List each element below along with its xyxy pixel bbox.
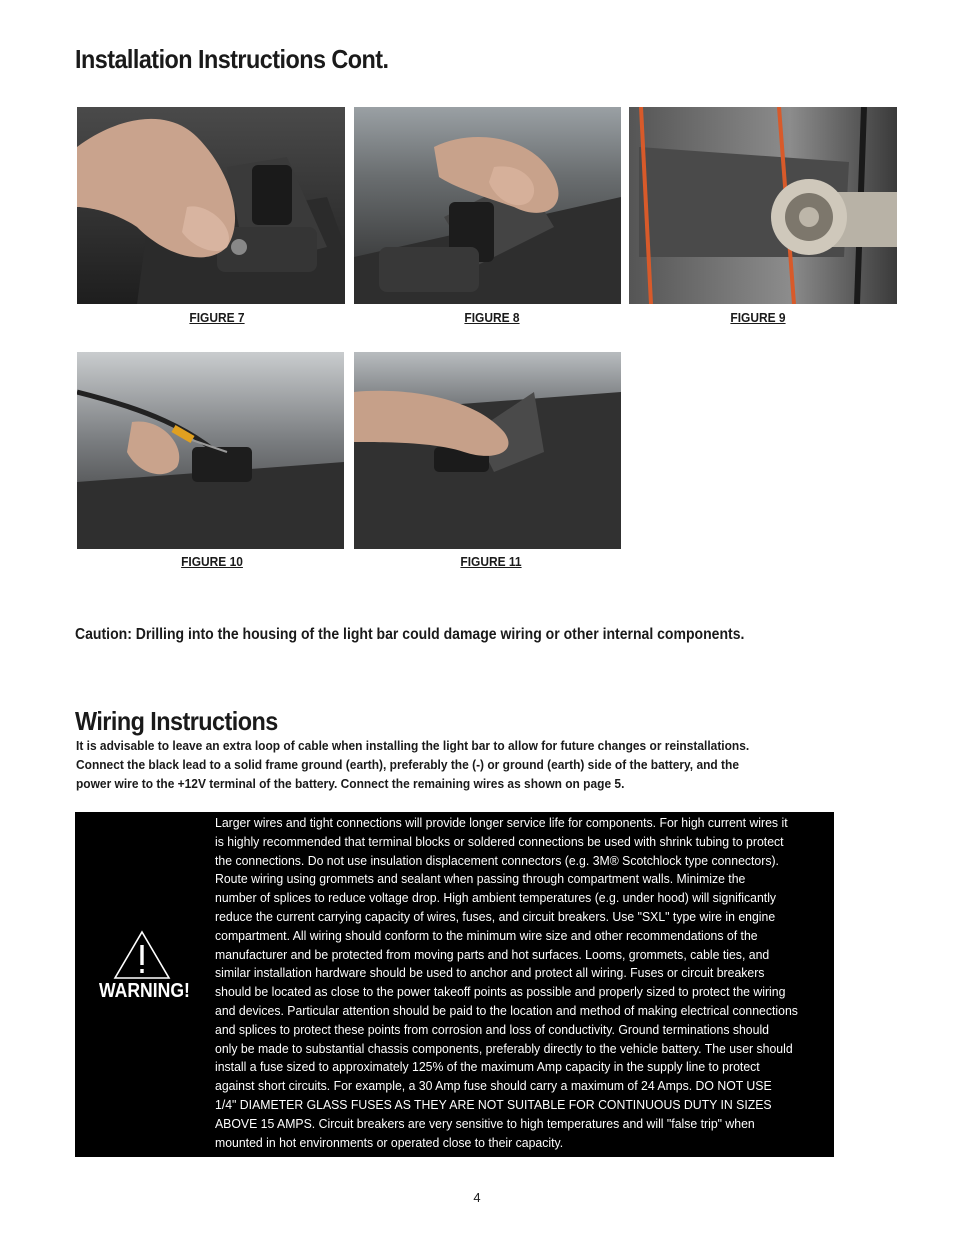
page-number: 4 — [473, 1190, 481, 1205]
warning-line: should be located as close to the power takeoff points as possible and properly sized to protect the wiring — [215, 984, 786, 1000]
figure-9-caption: FIGURE 9 — [730, 310, 786, 325]
wiring-intro-line: power wire to the +12V terminal of the battery. Connect the remaining wires as shown on page 5. — [76, 776, 625, 791]
warning-triangle-icon — [112, 929, 172, 981]
warning-line: only be made to substantial chassis components, preferably directly to the vehicle battery. The user should — [215, 1040, 793, 1056]
figure-8-caption: FIGURE 8 — [464, 310, 520, 325]
warning-line: and splices to protect these points from corrosion and loss of conductivity. Ground terminations should — [215, 1021, 770, 1037]
caution-note: Caution: Drilling into the housing of the light bar could damage wiring or other internal components. — [75, 626, 745, 643]
warning-line: number of splices to reduce voltage drop. High ambient temperatures (e.g. under hood) will significantly — [215, 890, 777, 906]
warning-text — [215, 814, 895, 1152]
figure-11-photo — [354, 352, 621, 549]
figure-7-photo — [77, 107, 345, 304]
page-title: Installation Instructions Cont. — [75, 44, 389, 74]
warning-line: 1/4" DIAMETER GLASS FUSES AS THEY ARE NOT SUITABLE FOR CONTINUOUS DUTY IN SIZES — [215, 1096, 772, 1112]
warning-line: against short circuits. For example, a 30 Amp fuse should carry a maximum of 24 Amps. DO NOT USE — [215, 1078, 772, 1094]
figure-11-caption: FIGURE 11 — [460, 554, 522, 569]
wiring-intro-line: Connect the black lead to a solid frame ground (earth), preferably the (-) or ground (earth) side of the battery, and the — [76, 757, 739, 772]
figure-10-photo — [77, 352, 344, 549]
warning-line: mounted in hot environments or operated close to their capacity. — [215, 1134, 564, 1150]
figure-7-caption: FIGURE 7 — [189, 310, 245, 325]
figure-8-photo — [354, 107, 621, 304]
warning-label: WARNING! — [99, 980, 190, 1002]
warning-line: similar installation hardware should be used to anchor and protect all wiring. Fuses or circuit breakers — [215, 965, 765, 981]
figure-9-photo — [629, 107, 897, 304]
warning-line: compartment. All wiring should conform to the minimum wire size and other recommendations of the — [215, 927, 758, 943]
warning-line: install a fuse sized to approximately 125% of the maximum Amp capacity in the supply line to protect — [215, 1059, 760, 1075]
wiring-intro — [76, 736, 803, 793]
warning-line: ABOVE 15 AMPS. Circuit breakers are very sensitive to high temperatures and will "false trip" when — [215, 1115, 755, 1131]
warning-line: is highly recommended that terminal blocks or soldered connections be used with shrink tubing to protect — [215, 833, 784, 849]
warning-line: manufacturer and be protected from moving parts and hot surfaces. Looms, grommets, cable ties, and — [215, 946, 770, 962]
figure-10-caption: FIGURE 10 — [181, 554, 243, 569]
warning-box — [75, 812, 834, 1157]
warning-line: and devices. Particular attention should be paid to the location and method of making electrical connections — [215, 1002, 798, 1018]
warning-line: Larger wires and tight connections will provide longer service life for components. For high current wires it — [215, 815, 788, 830]
warning-line: reduce the current carrying capacity of wires, fuses, and circuit breakers. Use "SXL" type wire in engine — [215, 908, 776, 924]
warning-line: Route wiring using grommets and sealant when passing through compartment walls. Minimize the — [215, 871, 746, 887]
wiring-section-title: Wiring Instructions — [75, 706, 278, 736]
wiring-intro-line: It is advisable to leave an extra loop of cable when installing the light bar to allow for future changes or reinstallations. — [76, 738, 750, 753]
warning-line: the connections. Do not use insulation displacement connectors (e.g. 3M® Scotchlock type connectors). — [215, 852, 779, 868]
